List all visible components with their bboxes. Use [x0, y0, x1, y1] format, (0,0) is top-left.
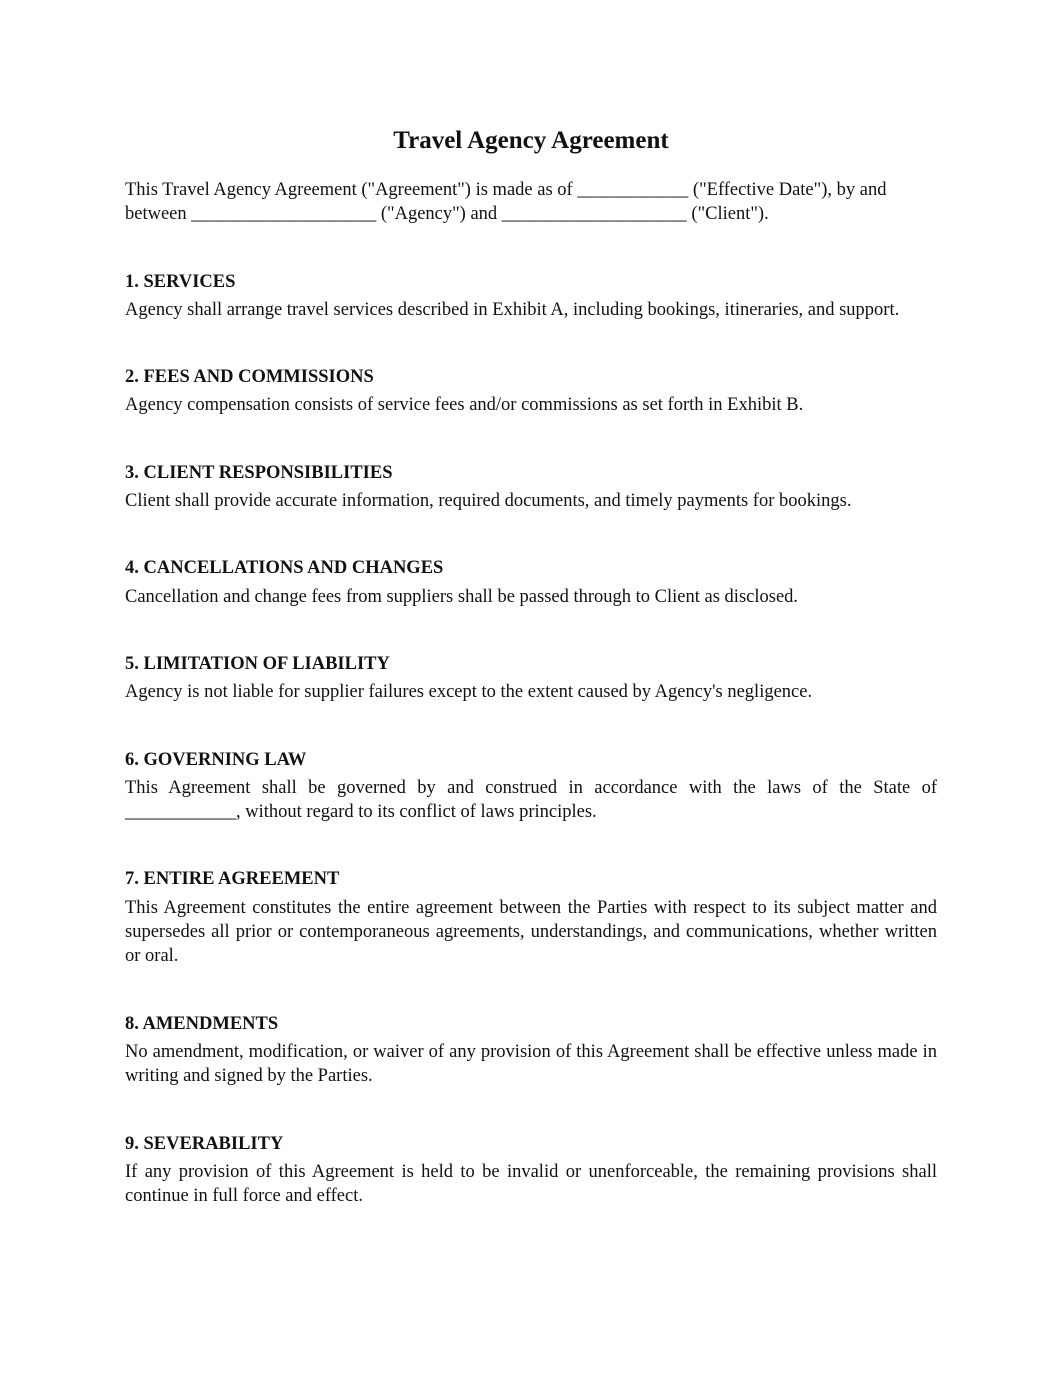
- section-heading: 2. FEES AND COMMISSIONS: [125, 367, 374, 388]
- section-body: Agency shall arrange travel services described in Exhibit A, including bookings, itineraries, and support.: [125, 299, 900, 320]
- section-body: This Agreement constitutes the entire agreement between the Parties with respect to its subject matter and supersedes all prior or contemporaneous agreements, understandings, and communications, whether written or oral.: [125, 897, 937, 967]
- section-body: This Agreement shall be governed by and construed in accordance with the laws of the State of ____________, without regard to its conflict of laws principles.: [125, 777, 937, 823]
- section-cancellations-and-changes: [125, 556, 937, 609]
- section-body: Cancellation and change fees from suppliers shall be passed through to Client as disclosed.: [125, 586, 799, 607]
- section-body: Agency is not liable for supplier failures except to the extent caused by Agency's negligence.: [125, 682, 813, 703]
- section-limitation-of-liability: [125, 652, 937, 705]
- section-body: If any provision of this Agreement is held to be invalid or unenforceable, the remaining provisions shall continue in full force and effect.: [125, 1161, 937, 1207]
- section-heading: 9. SEVERABILITY: [125, 1133, 284, 1154]
- section-services: [125, 270, 937, 323]
- intro-paragraph: This Travel Agency Agreement ("Agreement") is made as of ____________ ("Effective Date"), by and between ____________________ ("Agency") and ____________________ ("Client").: [125, 180, 887, 225]
- document-content: [125, 122, 937, 1208]
- section-severability: [125, 1132, 937, 1209]
- section-heading: 8. AMENDMENTS: [125, 1013, 279, 1034]
- section-fees-and-commissions: [125, 365, 937, 418]
- document-title: Travel Agency Agreement: [393, 127, 669, 154]
- section-governing-law: [125, 748, 937, 825]
- section-heading: 7. ENTIRE AGREEMENT: [125, 869, 340, 890]
- section-body: Client shall provide accurate information, required documents, and timely payments for bookings.: [125, 491, 852, 512]
- section-amendments: [125, 1012, 937, 1089]
- section-heading: 3. CLIENT RESPONSIBILITIES: [125, 462, 393, 483]
- section-heading: 5. LIMITATION OF LIABILITY: [125, 653, 390, 674]
- section-body: No amendment, modification, or waiver of any provision of this Agreement shall be effective unless made in writing and signed by the Parties.: [125, 1041, 937, 1087]
- section-body: Agency compensation consists of service fees and/or commissions as set forth in Exhibit B.: [125, 395, 804, 416]
- section-heading: 6. GOVERNING LAW: [125, 749, 307, 770]
- section-heading: 1. SERVICES: [125, 271, 236, 292]
- section-entire-agreement: [125, 867, 937, 968]
- section-client-responsibilities: [125, 461, 937, 514]
- section-heading: 4. CANCELLATIONS AND CHANGES: [125, 558, 444, 579]
